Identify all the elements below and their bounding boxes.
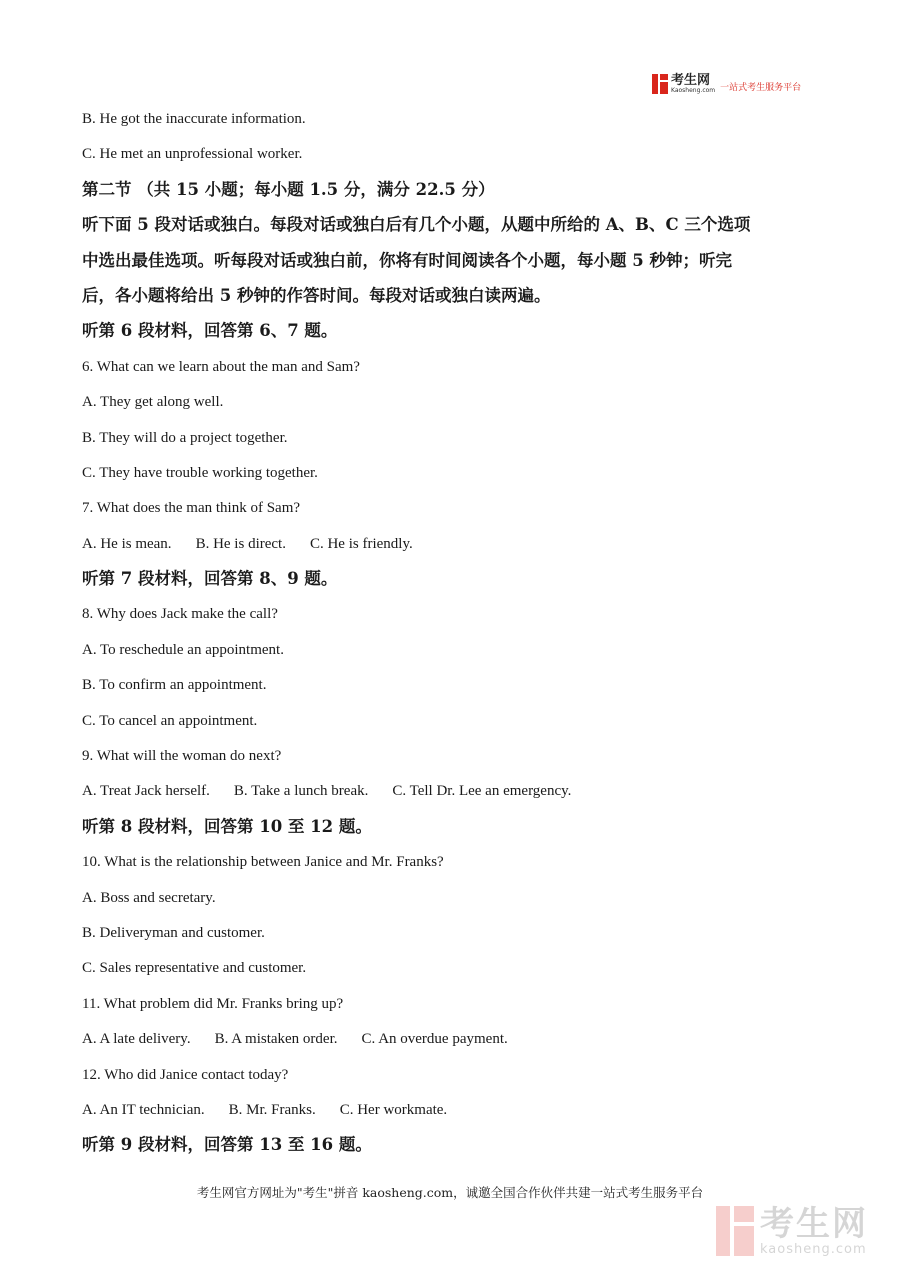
watermark-cn: 考生网	[760, 1203, 868, 1244]
option-line: B. He got the inaccurate information.	[82, 111, 306, 127]
instructions-line: 中选出最佳选项。听每段对话或独白前，你将有时间阅读各个小题，每小题 5 秒钟；听完	[82, 250, 732, 270]
logo-en: Kaosheng.com	[671, 87, 716, 94]
material-heading: 听第 8 段材料，回答第 10 至 12 题。	[82, 816, 372, 836]
option-b: B. Take a lunch break.	[233, 783, 369, 800]
footer-text: 考生网官方网址为"考生"拼音 kaosheng.com，诚邀全国合作伙伴共建一站式考生服务平台	[196, 1185, 704, 1200]
options-row	[82, 529, 822, 564]
option-line: A. To reschedule an appointment.	[82, 641, 284, 658]
option-line: A. Boss and secretary.	[82, 889, 216, 906]
material-heading: 听第 9 段材料，回答第 13 至 16 题。	[82, 1135, 372, 1155]
options-row	[82, 1095, 822, 1130]
option-line: C. To cancel an appointment.	[82, 712, 258, 729]
option-line: C. They have trouble working together.	[82, 464, 318, 481]
option-line: C. Sales representative and customer.	[82, 960, 307, 977]
option-c: C. Tell Dr. Lee an emergency.	[392, 783, 572, 800]
question-line: 12. Who did Janice contact today?	[82, 1066, 289, 1083]
option-a: A. A late delivery.	[82, 1031, 191, 1048]
option-b: B. Mr. Franks.	[228, 1101, 316, 1118]
option-line: B. They will do a project together.	[82, 429, 288, 446]
watermark-text	[760, 1203, 868, 1257]
option-line: B. To confirm an appointment.	[82, 677, 267, 694]
option-b: B. He is direct.	[195, 535, 286, 552]
material-heading: 听第 6 段材料，回答第 6、7 题。	[82, 321, 338, 341]
logo-wordmark	[671, 74, 715, 94]
instructions-line: 后，各小题将给出 5 秒钟的作答时间。每段对话或独白读两遍。	[82, 285, 551, 305]
watermark-logo-icon	[716, 1206, 754, 1256]
instructions-line: 听下面 5 段对话或独白。每段对话或独白后有几个小题，从题中所给的 A、B、C 三个选项	[82, 215, 751, 235]
question-line: 6. What can we learn about the man and Sam?	[82, 358, 360, 375]
logo-cn: 考生网	[671, 73, 711, 88]
question-line: 7. What does the man think of Sam?	[82, 500, 301, 517]
option-a: A. He is mean.	[82, 535, 172, 552]
header-logo	[652, 72, 801, 96]
option-c: C. Her workmate.	[339, 1101, 448, 1118]
option-c: C. An overdue payment.	[361, 1031, 508, 1048]
document-body	[82, 104, 822, 1166]
logo-slogan: 一站式考生服务平台	[720, 82, 802, 93]
option-a: A. An IT technician.	[82, 1101, 205, 1118]
section-heading: 第二节 （共 15 小题；每小题 1.5 分，满分 22.5 分）	[82, 179, 495, 199]
material-heading: 听第 7 段材料，回答第 8、9 题。	[82, 569, 338, 589]
watermark	[716, 1203, 868, 1257]
watermark-en: kaosheng.com	[760, 1241, 867, 1257]
question-line: 10. What is the relationship between Janice and Mr. Franks?	[82, 854, 444, 871]
question-line: 8. Why does Jack make the call?	[82, 606, 278, 623]
question-line: 11. What problem did Mr. Franks bring up?	[82, 995, 344, 1012]
option-a: A. Treat Jack herself.	[82, 783, 210, 800]
option-line: C. He met an unprofessional worker.	[82, 146, 303, 163]
kaosheng-logo-icon	[652, 74, 668, 94]
option-c: C. He is friendly.	[309, 535, 413, 552]
options-row	[82, 776, 822, 811]
question-line: 9. What will the woman do next?	[82, 748, 282, 765]
options-row	[82, 1024, 822, 1059]
option-line: A. They get along well.	[82, 394, 224, 411]
option-b: B. A mistaken order.	[214, 1031, 338, 1048]
option-line: B. Deliveryman and customer.	[82, 924, 265, 941]
